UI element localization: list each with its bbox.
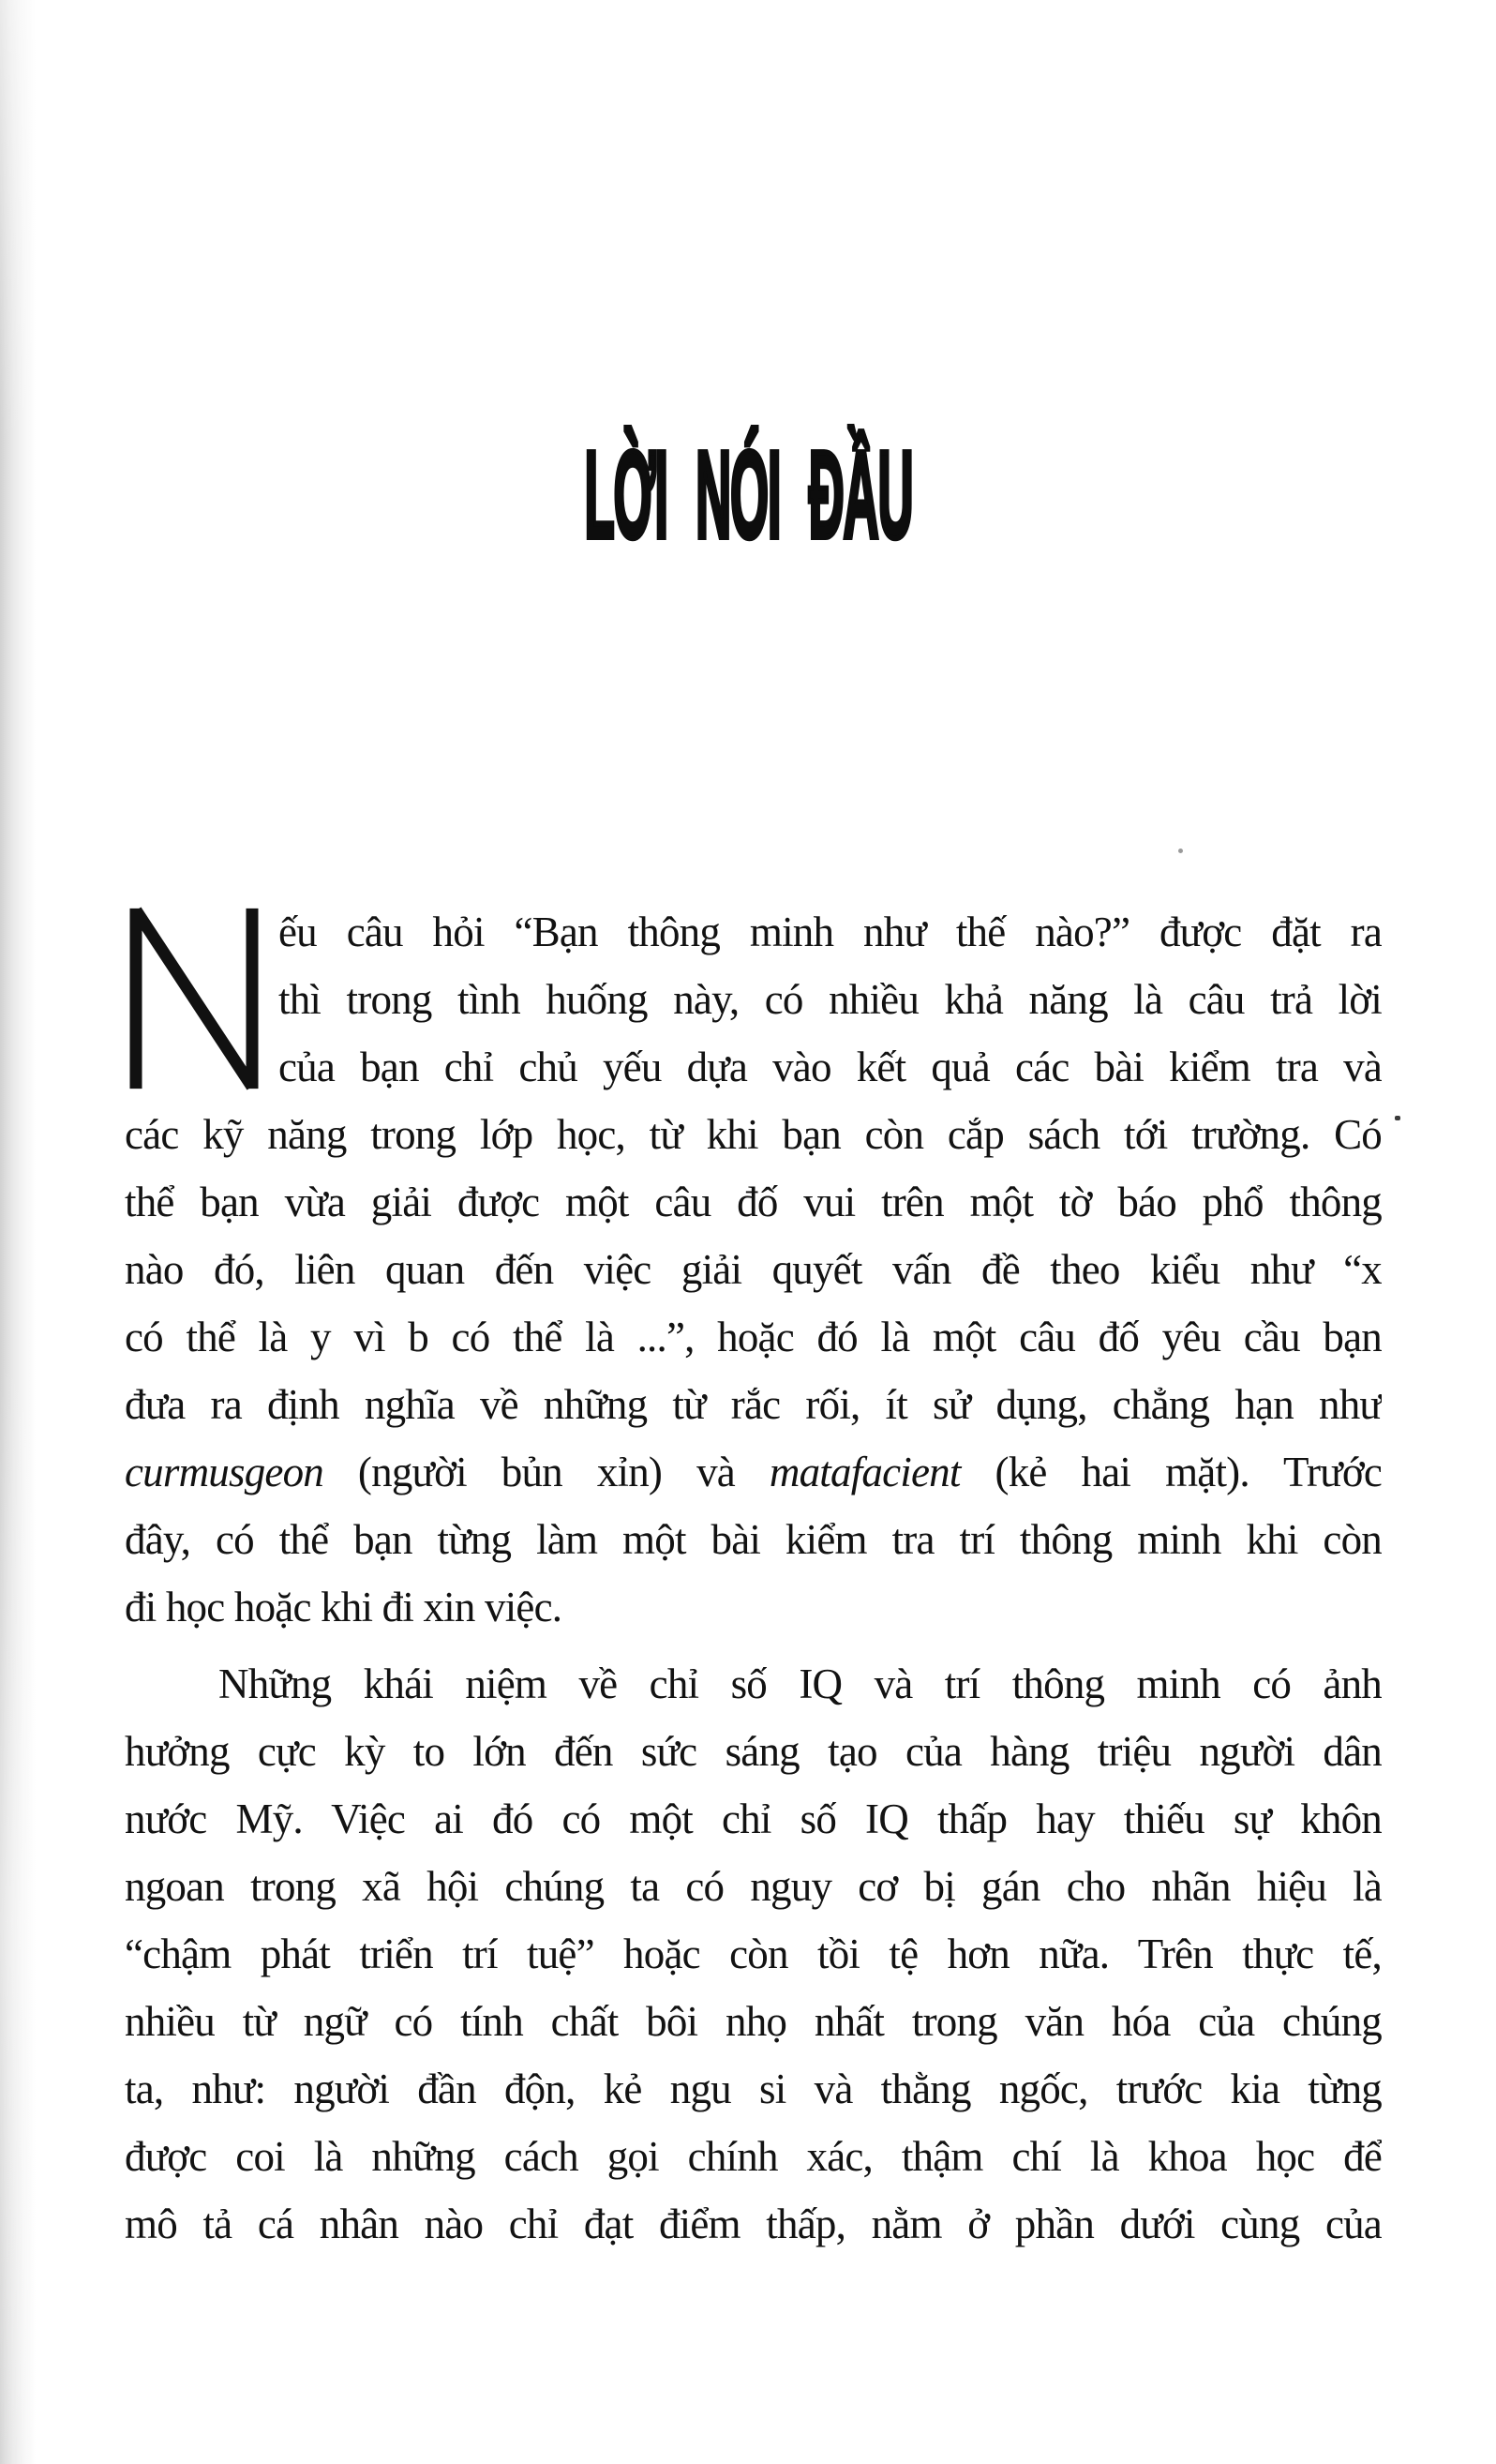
text-line: các kỹ năng trong lớp học, từ khi bạn còn cắp sách tới trường. Có	[125, 1111, 1382, 1158]
text-line: hưởng cực kỳ to lớn đến sức sáng tạo của hàng triệu người dân	[125, 1728, 1382, 1775]
text-line: nước Mỹ. Việc ai đó có một chỉ số IQ thấp hay thiếu sự khôn	[125, 1795, 1382, 1842]
dropcap-letter	[127, 906, 262, 1091]
scan-artifact-dot	[1395, 1116, 1400, 1120]
scan-artifact-dot	[1178, 849, 1183, 853]
text-line: đưa ra định nghĩa về những từ rắc rối, ít sử dụng, chẳng hạn như	[125, 1381, 1382, 1428]
chapter-title	[0, 424, 1496, 566]
text-line: nhiều từ ngữ có tính chất bôi nhọ nhất trong văn hóa của chúng	[125, 1998, 1382, 2045]
scan-spine-shadow	[0, 0, 36, 2464]
text-line: mô tả cá nhân nào chỉ đạt điểm thấp, nằm ở phần dưới cùng của	[125, 2201, 1382, 2247]
text-line: ta, như: người đần độn, kẻ ngu si và thằng ngốc, trước kia từng	[125, 2066, 1382, 2112]
text-line: được coi là những cách gọi chính xác, thậm chí là khoa học để	[125, 2133, 1382, 2180]
text-line: ếu câu hỏi “Bạn thông minh như thế nào?” được đặt ra	[278, 909, 1382, 955]
text-line: nào đó, liên quan đến việc giải quyết vấn đề theo kiểu như “x	[125, 1246, 1382, 1293]
paragraph	[125, 898, 1382, 1641]
text-line: thì trong tình huống này, có nhiều khả năng là câu trả lời	[278, 976, 1382, 1023]
text-line: thể bạn vừa giải được một câu đố vui trên một tờ báo phổ thông	[125, 1179, 1382, 1225]
text-line: ngoan trong xã hội chúng ta có nguy cơ bị gán cho nhãn hiệu là	[125, 1863, 1382, 1910]
text-line: curmusgeon (người bủn xỉn) và matafacient (kẻ hai mặt). Trước	[125, 1449, 1382, 1495]
text-line: của bạn chỉ chủ yếu dựa vào kết quả các bài kiểm tra và	[278, 1044, 1382, 1090]
text-line: “chậm phát triển trí tuệ” hoặc còn tồi tệ hơn nữa. Trên thực tế,	[125, 1931, 1382, 1977]
text-line: có thể là y vì b có thể là ...”, hoặc đó là một câu đố yêu cầu bạn	[125, 1314, 1382, 1360]
text-line: Những khái niệm về chỉ số IQ và trí thông minh có ảnh	[218, 1660, 1382, 1707]
chapter-title-text: LỜI NÓI ĐẦU	[584, 426, 912, 563]
text-line: đi học hoặc khi đi xin việc.	[125, 1584, 562, 1630]
paragraph	[125, 1650, 1382, 2258]
text-line: đây, có thể bạn từng làm một bài kiểm tra trí thông minh khi còn	[125, 1516, 1382, 1563]
page-body-text	[125, 898, 1382, 2258]
